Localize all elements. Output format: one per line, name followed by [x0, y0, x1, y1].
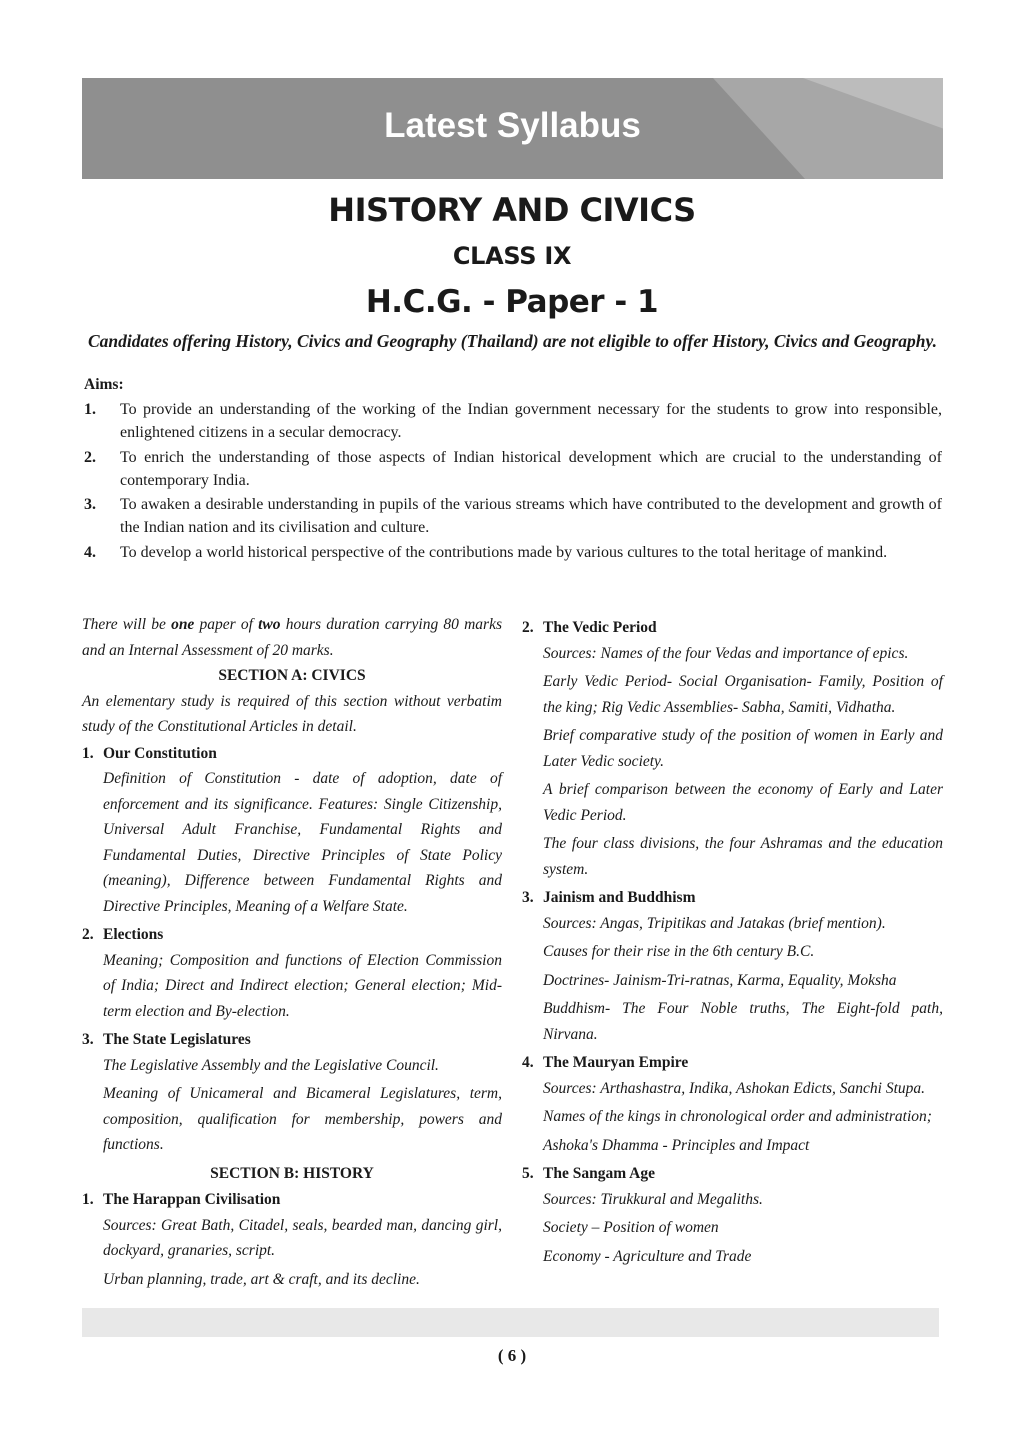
page-number: ( 6 )	[497, 1346, 527, 1365]
topic-paragraph: Ashoka's Dhamma - Principles and Impact	[543, 1136, 810, 1154]
eligibility-note: Candidates offering History, Civics and Geography (Thailand) are not eligible to offer History, Civics and Geography.	[87, 331, 938, 351]
paper-title: H.C.G. - Paper - 1	[365, 284, 659, 320]
topic-paragraph: Sources: Tirukkural and Megaliths.	[543, 1190, 763, 1208]
topic-paragraph: Society – Position of women	[543, 1219, 719, 1236]
topic-paragraph: Meaning of Unicameral and Bicameral Legislatures, term, composition, qualification for membership, powers and functions.	[103, 1085, 502, 1153]
topic-title: The State Legislatures	[103, 1031, 251, 1048]
topic-title: Elections	[103, 926, 164, 943]
topic-heading	[522, 615, 943, 641]
topic-title: Jainism and Buddhism	[543, 889, 696, 906]
intro-emphasis: one	[171, 616, 195, 633]
aim-item	[84, 446, 942, 492]
section-a-note: An elementary study is required of this section without verbatim study of the Constitutional Articles in detail.	[82, 692, 502, 735]
aims-list	[84, 398, 942, 565]
topic-title: The Harappan Civilisation	[103, 1191, 281, 1208]
intro-text: There will be	[82, 616, 172, 633]
topic-paragraph: Sources: Angas, Tripitikas and Jatakas (brief mention).	[543, 914, 886, 932]
topic-title: The Mauryan Empire	[543, 1054, 689, 1071]
section-a-heading: SECTION A: CIVICS	[218, 667, 366, 684]
aim-item	[84, 493, 942, 539]
topic-paragraph: Urban planning, trade, art & craft, and its decline.	[103, 1270, 420, 1288]
left-column	[82, 612, 502, 1295]
topic-body	[82, 766, 502, 919]
topic-paragraph: A brief comparison between the economy of Early and Later Vedic Period.	[543, 781, 943, 824]
aim-number: 3.	[84, 496, 96, 513]
topic-body	[522, 1187, 943, 1270]
topic-paragraph: Definition of Constitution - date of adoption, date of enforcement and its significance. Features: Single Citizenship, Universal Adult Franchise, Fundamental Rights and Fundamental Duties, Directive Principles of State Policy (meaning), Difference between Fundamental Rights and Directive Principles, Meaning of a Welfare State.	[103, 770, 502, 915]
topic-heading	[522, 1050, 943, 1076]
topic-heading	[82, 741, 502, 767]
topic-number: 5.	[522, 1165, 534, 1182]
topic-number: 3.	[82, 1031, 94, 1048]
topic-number: 2.	[82, 926, 94, 943]
topic-paragraph: Doctrines- Jainism-Tri-ratnas, Karma, Equality, Moksha	[543, 971, 897, 989]
topic-paragraph: The Legislative Assembly and the Legislative Council.	[103, 1056, 439, 1074]
topic-title: The Vedic Period	[543, 619, 657, 636]
topic-paragraph: Brief comparative study of the position of women in Early and Later Vedic society.	[543, 727, 943, 770]
aim-item	[84, 398, 942, 444]
page-title: HISTORY AND CIVICS	[328, 191, 696, 229]
topic-paragraph: Meaning; Composition and functions of Election Commission of India; Direct and Indirect election; General election; Mid-term election and By-election.	[103, 951, 502, 1020]
topic-body	[82, 948, 502, 1025]
exam-intro	[82, 612, 502, 663]
intro-text: paper of	[194, 616, 259, 633]
aim-number: 1.	[84, 401, 96, 418]
aim-number: 4.	[84, 543, 96, 561]
right-column	[522, 614, 943, 1272]
topic-paragraph: Economy - Agriculture and Trade	[543, 1247, 752, 1265]
class-title: CLASS IX	[452, 242, 572, 270]
topic-paragraph: Sources: Names of the four Vedas and importance of epics.	[543, 644, 909, 662]
aim-text: To awaken a desirable understanding in pupils of the various streams which have contributed to the development and growth of the Indian nation and its civilisation and culture.	[120, 496, 942, 536]
topic-heading	[522, 885, 943, 911]
topic-paragraph: Names of the kings in chronological order and administration;	[543, 1108, 932, 1125]
footer-band	[82, 1308, 939, 1337]
topic-body	[82, 1053, 502, 1158]
header-banner	[82, 78, 943, 179]
aim-text: To provide an understanding of the working of the Indian government necessary for the students to grow into responsible, enlightened citizens in a secular democracy.	[120, 401, 942, 441]
topic-body	[522, 1076, 943, 1159]
topic-number: 1.	[82, 744, 94, 762]
topic-paragraph: Sources: Arthashastra, Indika, Ashokan Edicts, Sanchi Stupa.	[543, 1079, 926, 1097]
aim-text: To enrich the understanding of those aspects of Indian historical development which are crucial to the understanding of contemporary India.	[120, 448, 942, 489]
intro-text: hours duration carrying 80 marks and an Internal Assessment of 20 marks.	[82, 616, 502, 659]
topic-heading	[82, 1027, 502, 1053]
aim-number: 2.	[84, 448, 96, 466]
aim-text: To develop a world historical perspective of the contributions made by various cultures to the total heritage of mankind.	[120, 543, 888, 561]
topic-title: Our Constitution	[103, 744, 217, 762]
intro-emphasis: two	[258, 616, 281, 633]
topic-heading	[522, 1161, 943, 1187]
topic-paragraph: Sources: Great Bath, Citadel, seals, bearded man, dancing girl, dockyard, granaries, script.	[103, 1216, 502, 1259]
topic-heading	[82, 922, 502, 948]
topic-number: 2.	[522, 619, 534, 636]
topic-body	[522, 911, 943, 1048]
banner-title: Latest Syllabus	[384, 106, 641, 145]
topic-body	[522, 641, 943, 883]
topic-paragraph: Buddhism- The Four Noble truths, The Eight-fold path, Nirvana.	[543, 1000, 943, 1043]
topic-heading	[82, 1187, 502, 1213]
section-b-heading: SECTION B: HISTORY	[210, 1164, 374, 1182]
topic-number: 1.	[82, 1191, 94, 1208]
topic-title: The Sangam Age	[543, 1165, 655, 1182]
topic-paragraph: Early Vedic Period- Social Organisation- Family, Position of the king; Rig Vedic Assemblies- Sabha, Samiti, Vidhatha.	[543, 673, 943, 716]
topic-paragraph: Causes for their rise in the 6th century B.C.	[543, 943, 815, 960]
topic-body	[82, 1213, 502, 1293]
aims-label: Aims:	[84, 376, 124, 393]
topic-paragraph: The four class divisions, the four Ashramas and the education system.	[543, 835, 943, 878]
topic-number: 4.	[522, 1054, 534, 1071]
aim-item	[84, 541, 942, 564]
topic-number: 3.	[522, 889, 534, 906]
